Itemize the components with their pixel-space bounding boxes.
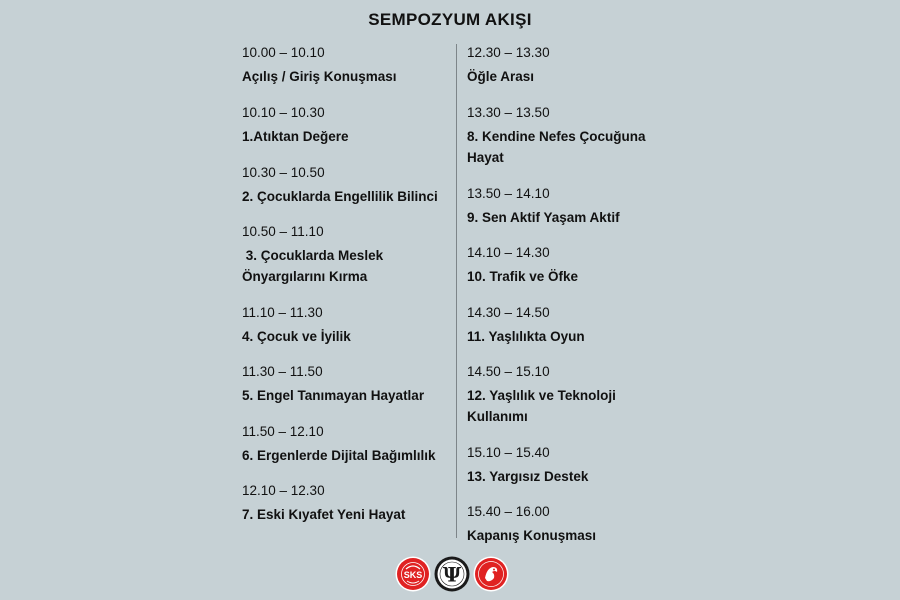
time-range: 14.50 – 15.10 <box>467 364 550 379</box>
sks-logo-text: SKS <box>403 570 423 580</box>
schedule-item <box>467 105 682 168</box>
time-range: 15.10 – 15.40 <box>467 445 550 460</box>
schedule-item <box>467 364 682 427</box>
logo-row <box>395 556 509 592</box>
time-range: 12.30 – 13.30 <box>467 45 550 60</box>
session-title: 2. Çocuklarda Engellilik Bilinci <box>242 189 438 204</box>
university-emblem-logo <box>473 556 509 592</box>
session-title: 1.Atıktan Değere <box>242 129 349 144</box>
schedule-item <box>467 445 682 487</box>
session-title: 4. Çocuk ve İyilik <box>242 329 351 344</box>
time-range: 11.50 – 12.10 <box>242 424 324 439</box>
time-range: 12.10 – 12.30 <box>242 483 325 498</box>
time-range: 10.50 – 11.10 <box>242 224 324 239</box>
schedule-item <box>467 186 682 228</box>
time-range: 13.30 – 13.50 <box>467 105 550 120</box>
time-range: 14.10 – 14.30 <box>467 245 550 260</box>
schedule-item <box>242 165 457 207</box>
time-range: 11.10 – 11.30 <box>242 305 323 320</box>
schedule-item <box>242 305 457 347</box>
session-title: 13. Yargısız Destek <box>467 469 589 484</box>
schedule-item <box>467 504 682 546</box>
schedule-item <box>242 224 457 287</box>
time-range: 11.30 – 11.50 <box>242 364 323 379</box>
time-range: 10.10 – 10.30 <box>242 105 325 120</box>
psychology-logo <box>434 556 470 592</box>
schedule-item <box>467 45 682 87</box>
schedule-item <box>467 245 682 287</box>
psi-icon: Ψ <box>442 562 462 587</box>
session-title: 9. Sen Aktif Yaşam Aktif <box>467 210 620 225</box>
session-title: 11. Yaşlılıkta Oyun <box>467 329 585 344</box>
session-title: 5. Engel Tanımayan Hayatlar <box>242 388 425 403</box>
sks-logo <box>395 556 431 592</box>
schedule-item <box>242 105 457 147</box>
session-title: 6. Ergenlerde Dijital Bağımlılık <box>242 448 436 463</box>
session-title: 12. Yaşlılık ve Teknoloji Kullanımı <box>467 388 616 424</box>
schedule-item <box>467 305 682 347</box>
schedule-item <box>242 424 457 466</box>
schedule-item <box>242 45 457 87</box>
time-range: 10.00 – 10.10 <box>242 45 325 60</box>
time-range: 15.40 – 16.00 <box>467 504 550 519</box>
schedule-item <box>242 364 457 406</box>
session-title: 3. Çocuklarda Meslek Önyargılarını Kırma <box>242 248 384 284</box>
page-title: SEMPOZYUM AKIŞI <box>368 10 532 29</box>
session-title: Kapanış Konuşması <box>467 528 597 543</box>
session-title: 8. Kendine Nefes Çocuğuna Hayat <box>467 129 646 165</box>
schedule-item <box>242 483 457 525</box>
session-title: 10. Trafik ve Öfke <box>467 269 579 284</box>
time-range: 10.30 – 10.50 <box>242 165 325 180</box>
time-range: 14.30 – 14.50 <box>467 305 550 320</box>
time-range: 13.50 – 14.10 <box>467 186 550 201</box>
session-title: Açılış / Giriş Konuşması <box>242 69 397 84</box>
session-title: 7. Eski Kıyafet Yeni Hayat <box>242 507 406 522</box>
session-title: Öğle Arası <box>467 69 535 84</box>
